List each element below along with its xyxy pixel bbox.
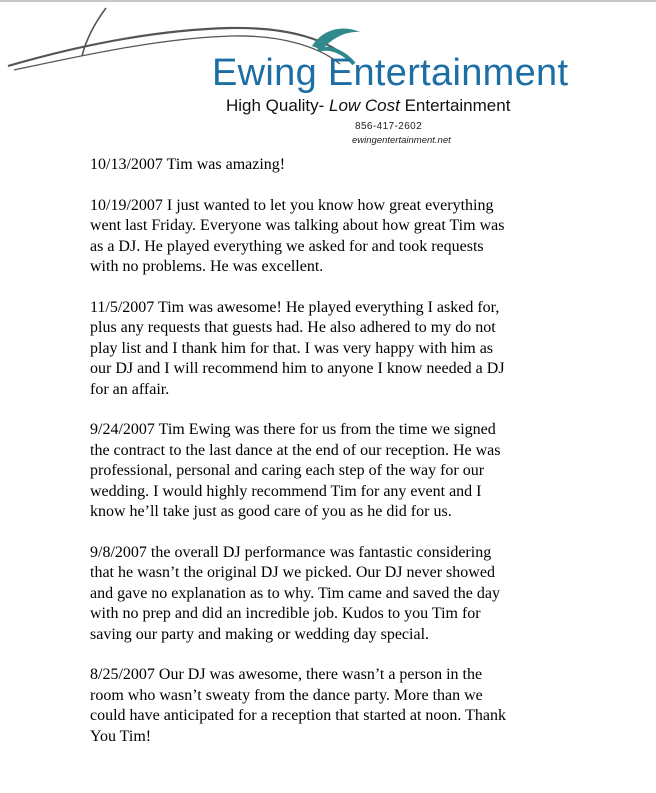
testimonial-4: 9/24/2007 Tim Ewing was there for us from the time we signed the contract to the last dance at the end of our reception. He was professional, personal and caring each step of the way for our wedding. I would highly recommend Tim for any event and I know he’ll take just as good care of you as he did for us. [90, 421, 501, 520]
testimonial-3: 11/5/2007 Tim was awesome! He played everything I asked for, plus any requests that guests had. He also adhered to my do not play list and I thank him for that. I was very happy with him as our DJ and I will recommend him to anyone I know needed a DJ for an affair. [90, 298, 505, 398]
testimonial-1: 10/13/2007 Tim was amazing! [90, 156, 286, 173]
testimonial-6: 8/25/2007 Our DJ was awesome, there wasn’t a person in the room who wasn’t sweaty from the dance party. More than we could have anticipated for a reception that started at noon. Thank You Tim! [90, 666, 506, 745]
company-name: Ewing Entertainment [212, 52, 569, 94]
testimonial-2: 10/19/2007 I just wanted to let you know how great everything went last Friday. Everyone was talking about how great Tim was as a DJ. He played everything we asked for and took requests with no problems. He was excellent. [90, 196, 505, 275]
tagline-part2: Entertainment [399, 96, 511, 115]
tagline-italic: Low Cost [328, 96, 400, 115]
testimonial-list [90, 155, 570, 767]
website-address: ewingentertainment.net [352, 135, 451, 146]
tagline [226, 96, 510, 116]
tagline-part1: High Quality- [226, 96, 329, 115]
testimonial-5: 9/8/2007 the overall DJ performance was fantastic considering that he wasn’t the original DJ we picked. Our DJ never showed and gave no explanation as to why. Tim came and saved the day with no prep and did an incredible job. Kudos to you Tim for saving our party and making or wedding day special. [90, 543, 500, 643]
phone-number: 856-417-2602 [355, 121, 423, 132]
